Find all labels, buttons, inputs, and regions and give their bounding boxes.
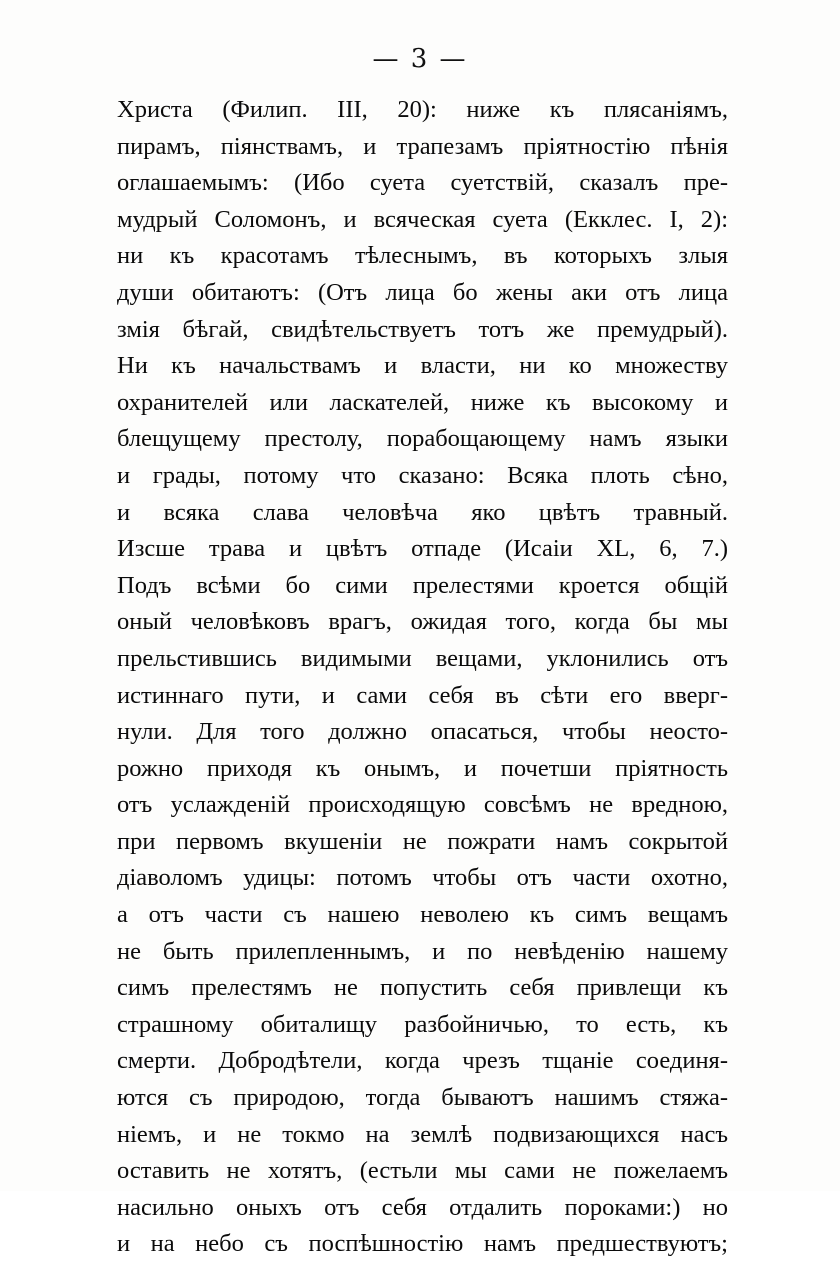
- text-line: блещущему престолу, порабощающему намъ языки: [117, 425, 728, 453]
- text-line: мудрый Соломонъ, и всяческая суета (Екклес. I, 2):: [117, 205, 728, 233]
- text-line: оглашаемымъ: (Ибо суета суетствій, сказалъ пре-: [117, 169, 728, 197]
- text-line: охранителей или ласкателей, ниже къ высокому и: [117, 388, 728, 416]
- text-line: змія бѣгай, свидѣтельствуетъ тотъ же премудрый).: [117, 315, 728, 343]
- text-line: Ни къ начальствамъ и власти, ни ко множеству: [117, 352, 728, 380]
- text-line: рожно приходя къ онымъ, и почетши пріятность: [117, 754, 728, 782]
- text-line: смерти. Добродѣтели, когда чрезъ тщаніе соединя-: [117, 1047, 728, 1075]
- text-line: Подъ всѣми бо сими прелестями кроется общій: [117, 571, 728, 599]
- text-line: не быть прилепленнымъ, и по невѣденію нашему: [117, 937, 728, 965]
- page-number: — 3 —: [372, 44, 468, 74]
- text-line: ніемъ, и не токмо на землѣ подвизающихся насъ: [117, 1120, 728, 1148]
- body-text: [117, 92, 728, 1263]
- text-line: Христа (Филип. III, 20): ниже къ плясаніямъ,: [117, 96, 728, 123]
- text-line: ни къ красотамъ тѣлеснымъ, въ которыхъ злыя: [117, 242, 728, 270]
- text-line: насильно оныхъ отъ себя отдалить пороками:) но: [117, 1193, 728, 1221]
- text-line: при первомъ вкушеніи не пожрати намъ сокрытой: [117, 827, 728, 855]
- text-line: оный человѣковъ врагъ, ожидая того, когда бы мы: [117, 608, 728, 636]
- text-line: и грады, потому что сказано: Всяка плоть сѣно,: [117, 461, 728, 489]
- text-line: истиннаго пути, и сами себя въ сѣти его вверг-: [117, 681, 728, 709]
- text-line: ются съ природою, тогда бываютъ нашимъ стяжа-: [117, 1084, 728, 1112]
- text-line: страшному обиталищу разбойничью, то есть, къ: [117, 1010, 728, 1038]
- text-line: нули. Для того должно опасаться, чтобы неосто-: [117, 718, 728, 746]
- text-line: діаволомъ удицы: потомъ чтобы отъ части охотно,: [117, 864, 728, 892]
- text-line: и на небо съ поспѣшностію намъ предшествуютъ;: [117, 1230, 728, 1258]
- text-line: отъ услажденій происходящую совсѣмъ не вредною,: [117, 791, 728, 819]
- text-line: и всяка слава человѣча яко цвѣтъ травный.: [117, 498, 728, 526]
- text-line: симъ прелестямъ не попустить себя привлещи къ: [117, 974, 728, 1002]
- text-line: а отъ части съ нашею неволею къ симъ вещамъ: [117, 901, 728, 929]
- text-line: души обитаютъ: (Отъ лица бо жены аки отъ лица: [117, 278, 728, 306]
- text-line: оставить не хотятъ, (естьли мы сами не пожелаемъ: [117, 1157, 728, 1185]
- text-line: прельстившись видимыми вещами, уклонились отъ: [117, 644, 728, 672]
- text-line: Изсше трава и цвѣтъ отпаде (Исаіи XL, 6, 7.): [117, 535, 728, 563]
- text-line: пирамъ, піянствамъ, и трапезамъ пріятностію пѣнія: [117, 132, 728, 160]
